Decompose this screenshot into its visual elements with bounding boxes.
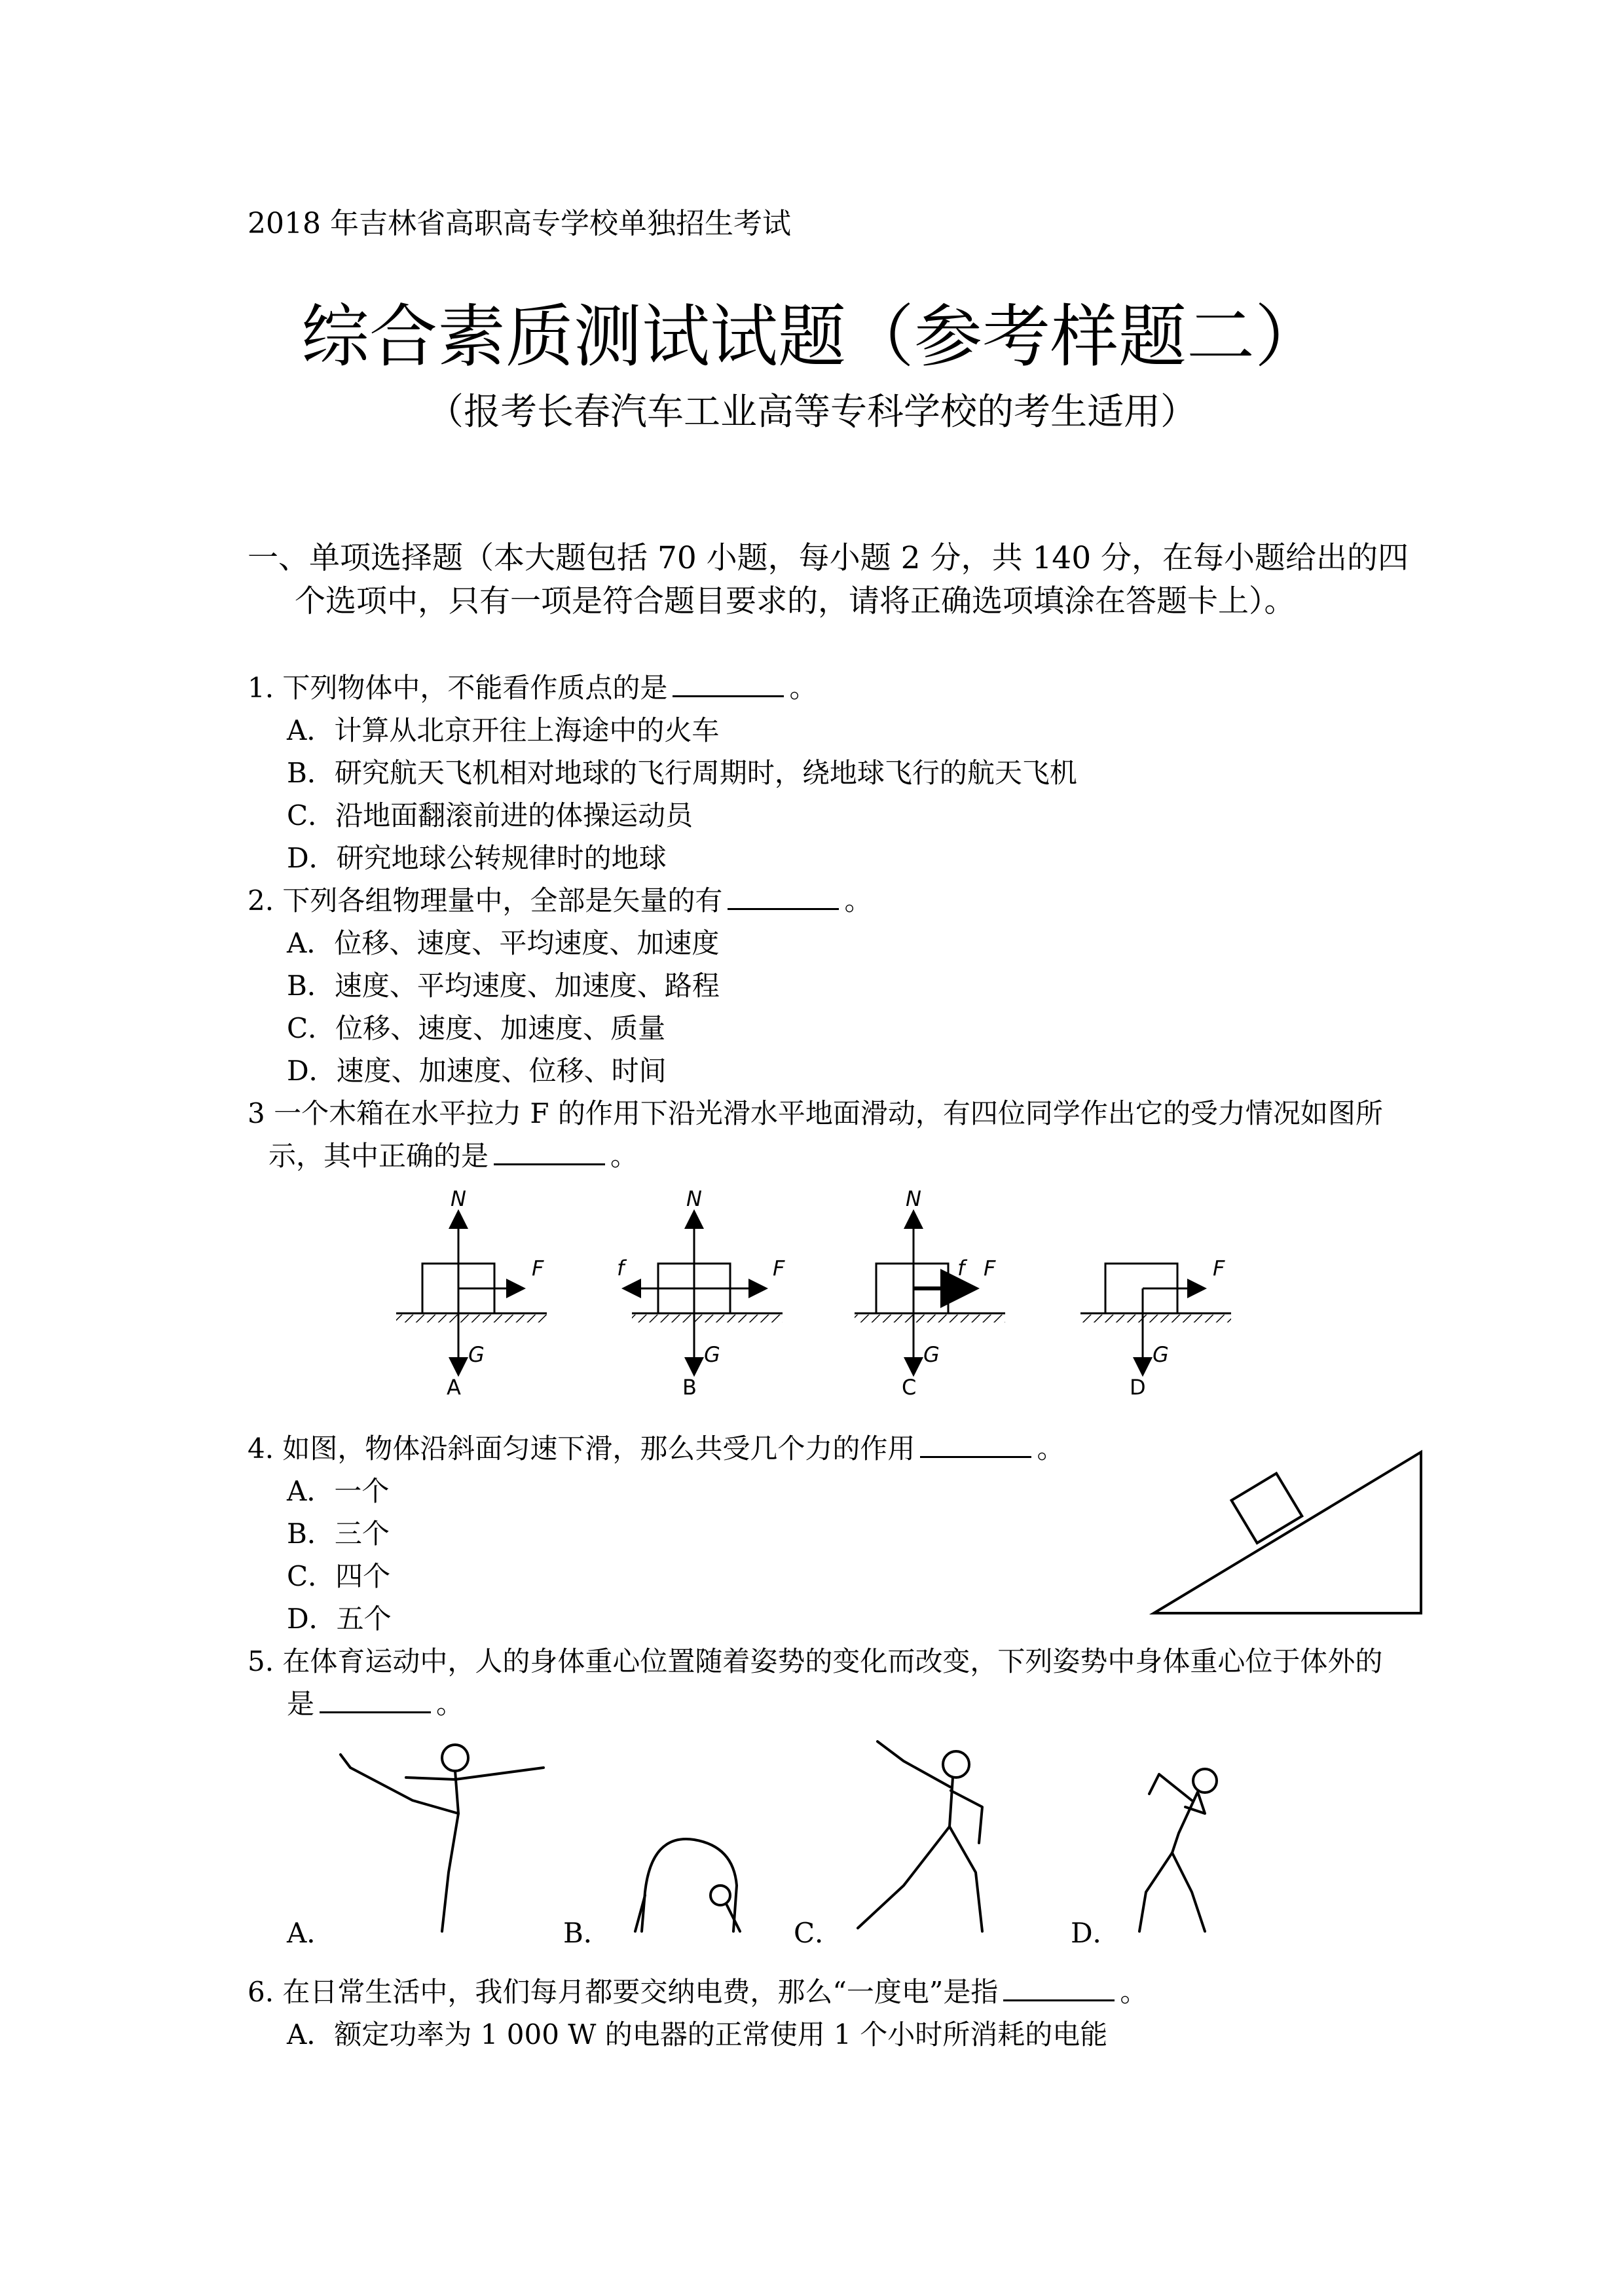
force-label-g: G [923, 1342, 940, 1367]
incline-triangle [1154, 1452, 1421, 1613]
question-2-option-a: A．位移、速度、平均速度、加速度 [287, 927, 720, 959]
question-3-stem-line1: 3 一个木箱在水平拉力 F 的作用下沿光滑水平地面滑动，有四位同学作出它的受力情况如图所 [248, 1097, 1383, 1129]
question-4-option-a: A．一个 [287, 1475, 390, 1507]
pose-c-figure [858, 1741, 982, 1931]
question-stem-end: 。 [610, 1140, 638, 1172]
question-stem-text: 4. 如图，物体沿斜面匀速下滑，那么共受几个力的作用 [248, 1432, 915, 1465]
answer-blank [320, 1692, 431, 1713]
force-label-f: F [773, 1256, 785, 1281]
question-6-option-a: A．额定功率为 1 000 W 的电器的正常使用 1 个小时所消耗的电能 [287, 2018, 1108, 2050]
question-stem-text: 1. 下列物体中，不能看作质点的是 [248, 672, 668, 704]
question-1-option-c: C．沿地面翻滚前进的体操运动员 [287, 799, 693, 831]
question-2-stem [248, 879, 872, 919]
question-stem-end: 。 [1037, 1432, 1065, 1465]
sliding-block [1232, 1474, 1302, 1543]
force-label-n: N [906, 1186, 921, 1211]
section-note-line2: 个选项中，只有一项是符合题目要求的，请将正确选项填涂在答题卡上）。 [295, 583, 1295, 619]
force-label-f: F [1213, 1256, 1225, 1281]
force-diagrams-figure [386, 1185, 1257, 1401]
question-5-stem-line1: 5. 在体育运动中，人的身体重心位置随着姿势的变化而改变，下列姿势中身体重心位于体外的 [248, 1645, 1383, 1677]
question-5-option-b: B． [563, 1917, 611, 1949]
question-3-stem-line2 [268, 1135, 638, 1174]
question-stem-text: 2. 下列各组物理量中，全部是矢量的有 [248, 884, 723, 917]
force-diagram-b [617, 1186, 785, 1400]
question-stem-text: 示，其中正确的是 [268, 1140, 489, 1172]
pose-d-figure [1139, 1769, 1217, 1931]
question-stem-text: 6. 在日常生活中，我们每月都要交纳电费，那么“一度电”是指 [248, 1976, 999, 2008]
question-4-option-d: D．五个 [287, 1603, 392, 1635]
page-subtitle: （报考长春汽车工业高等专科学校的考生适用） [427, 391, 1197, 433]
diagram-label-a: A [447, 1375, 461, 1400]
question-5-option-a: A． [287, 1917, 335, 1949]
pose-a-figure [341, 1745, 544, 1931]
question-2-option-b: B．速度、平均速度、加速度、路程 [287, 970, 720, 1002]
force-label-g: G [704, 1342, 720, 1367]
question-5-option-d: D． [1071, 1917, 1120, 1949]
question-stem-text: 是 [287, 1688, 315, 1720]
question-4-stem [248, 1427, 1064, 1467]
question-stem-end: 。 [1120, 1976, 1148, 2008]
section-heading [248, 537, 1409, 623]
question-1-option-a: A．计算从北京开往上海途中的火车 [287, 714, 720, 746]
question-stem-end: 。 [436, 1688, 464, 1720]
answer-blank [1003, 1980, 1115, 2001]
page-title: 综合素质测试试题（参考样题二） [301, 297, 1323, 376]
answer-blank [920, 1436, 1031, 1458]
answer-blank [494, 1144, 605, 1165]
force-diagram-d [1080, 1256, 1231, 1400]
question-4-option-b: B．三个 [287, 1518, 390, 1550]
question-6-stem [248, 1971, 1147, 2010]
diagram-label-d: D [1130, 1375, 1146, 1400]
question-1-option-d: D．研究地球公转规律时的地球 [287, 842, 667, 874]
force-label-f: F [984, 1256, 996, 1281]
answer-blank [673, 676, 784, 697]
answer-blank [728, 888, 839, 910]
question-5-stem-line2 [287, 1683, 464, 1722]
question-stem-end: 。 [789, 672, 817, 704]
section-title: 一、单项选择题 [248, 540, 463, 576]
question-2-option-d: D．速度、加速度、位移、时间 [287, 1055, 667, 1087]
force-label-g: G [468, 1342, 485, 1367]
force-label-g: G [1153, 1342, 1169, 1367]
pose-b-figure [635, 1839, 740, 1931]
section-note-line1: （本大题包括 70 小题，每小题 2 分，共 140 分，在每小题给出的四 [463, 540, 1409, 576]
diagram-label-b: B [682, 1375, 697, 1400]
force-label-n: N [686, 1186, 702, 1211]
force-label-f: F [532, 1256, 544, 1281]
diagram-label-c: C [902, 1375, 917, 1400]
question-4-option-c: C．四个 [287, 1560, 391, 1592]
question-5-option-c: C． [794, 1917, 843, 1949]
force-label-friction: f [617, 1256, 625, 1281]
question-stem-end: 。 [844, 884, 872, 917]
force-label-n: N [451, 1186, 466, 1211]
force-diagram-a [396, 1186, 547, 1400]
question-1-option-b: B．研究航天飞机相对地球的飞行周期时，绕地球飞行的航天飞机 [287, 757, 1077, 789]
inclined-plane-figure [1146, 1447, 1434, 1624]
force-label-friction: f [957, 1256, 965, 1281]
exam-name: 2018 年吉林省高职高专学校单独招生考试 [248, 207, 791, 240]
question-1-stem [248, 666, 817, 706]
question-2-option-c: C．位移、速度、加速度、质量 [287, 1012, 666, 1044]
force-diagram-c [855, 1186, 1005, 1400]
